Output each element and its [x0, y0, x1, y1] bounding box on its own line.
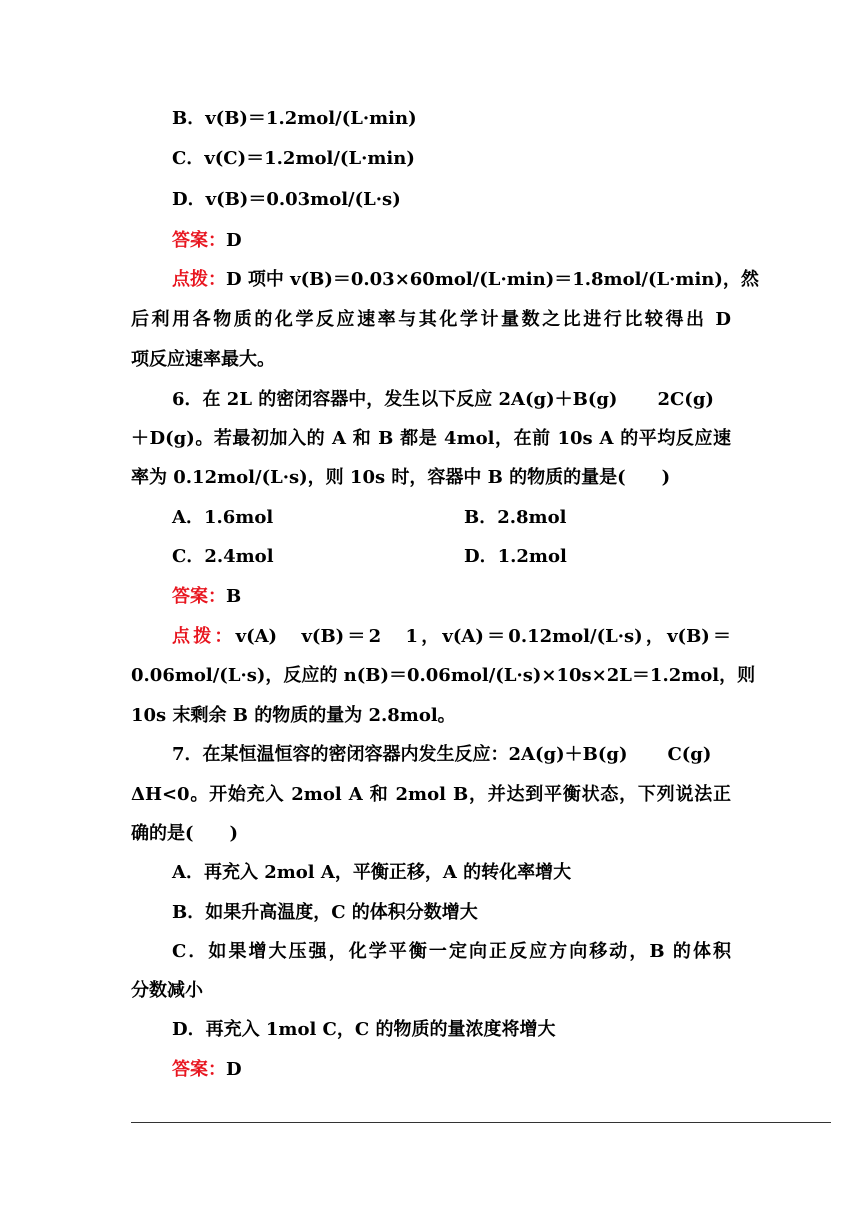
- answer-6: [172, 585, 731, 609]
- hint-label: 点拨：: [172, 269, 226, 290]
- hint-label: 点拨：: [172, 626, 236, 647]
- hint-5-line-3: 项反应速率最大。: [131, 349, 275, 370]
- question-text: 7．在某恒温恒容的密闭容器内发生反应：2A(g)＋B(g): [172, 744, 628, 765]
- option-c: C．2.4mol: [172, 546, 274, 567]
- question-text: 6．在 2L 的密闭容器中，发生以下反应 2A(g)＋B(g): [172, 389, 618, 410]
- answer-label: 答案：: [172, 586, 226, 607]
- option-c-line-2: 分数减小: [131, 980, 203, 1001]
- hint-5-line-1: [172, 268, 759, 292]
- option-b: B．如果升高温度，C 的体积分数增大: [172, 902, 478, 923]
- option-c: C．v(C)＝1.2mol/(L·min): [172, 148, 415, 169]
- option-d: D．再充入 1mol C，C 的物质的量浓度将增大: [172, 1019, 556, 1040]
- option-c-line-1: C．如果增大压强，化学平衡一定向正反应方向移动，B 的体积: [172, 941, 731, 962]
- option-b: B．2.8mol: [464, 507, 567, 528]
- hint-text: v(A) v(B)＝2 1，v(A)＝0.12mol/(L·s)，v(B)＝: [235, 626, 731, 647]
- option-b: B．v(B)＝1.2mol/(L·min): [172, 108, 417, 129]
- option-d: D．1.2mol: [464, 546, 567, 567]
- footer-divider: [131, 1122, 831, 1123]
- question-text-product: 2C(g): [657, 389, 714, 410]
- hint-6-line-3: 10s 末剩余 B 的物质的量为 2.8mol。: [131, 705, 456, 726]
- question-7-line-3: 确的是( ): [131, 823, 239, 844]
- answer-value: B: [226, 586, 242, 607]
- option-a: A．1.6mol: [172, 507, 274, 528]
- answer-label: 答案：: [172, 230, 226, 251]
- question-6-line-3: 率为 0.12mol/(L·s)，则 10s 时，容器中 B 的物质的量是( ): [131, 467, 671, 488]
- question-7-line-1: [172, 743, 731, 767]
- question-6-line-2: ＋D(g)。若最初加入的 A 和 B 都是 4mol，在前 10s A 的平均反应速: [131, 428, 731, 449]
- answer-5: [172, 229, 731, 253]
- answer-7: [172, 1058, 731, 1082]
- answer-value: D: [226, 1059, 242, 1080]
- answer-label: 答案：: [172, 1059, 226, 1080]
- hint-text: D 项中 v(B)＝0.03×60mol/(L·min)＝1.8mol/(L·min)，然: [226, 269, 759, 290]
- question-text-product: C(g): [667, 744, 712, 765]
- question-7-line-2: ΔH<0。开始充入 2mol A 和 2mol B，并达到平衡状态，下列说法正: [131, 784, 731, 805]
- question-6-line-1: [172, 388, 731, 412]
- option-a: A．再充入 2mol A，平衡正移，A 的转化率增大: [172, 862, 572, 883]
- option-d: D．v(B)＝0.03mol/(L·s): [172, 189, 401, 210]
- answer-value: D: [226, 230, 242, 251]
- hint-6-line-1: [172, 625, 731, 649]
- hint-6-line-2: 0.06mol/(L·s)，反应的 n(B)＝0.06mol/(L·s)×10s×2L＝1.2mol，则: [131, 665, 756, 686]
- hint-5-line-2: 后利用各物质的化学反应速率与其化学计量数之比进行比较得出 D: [131, 309, 731, 330]
